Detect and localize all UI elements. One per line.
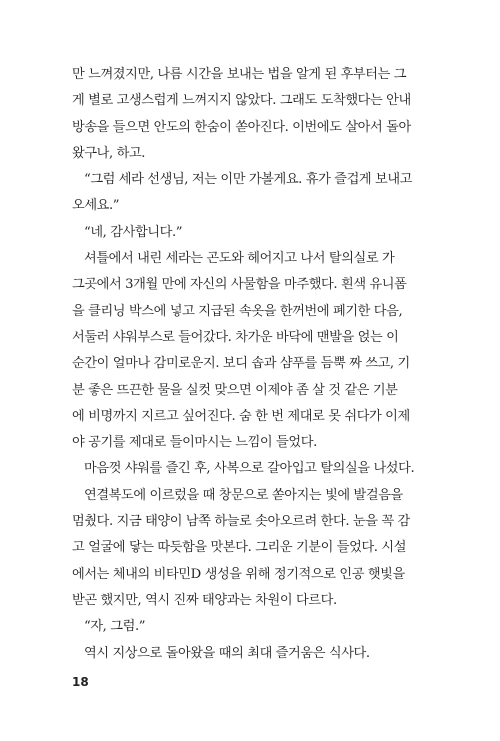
text-line: 역시 지상으로 돌아왔을 때의 최대 즐거움은 식사다. [84,645,370,661]
text-line: 왔구나, 하고. [72,145,146,161]
text-line: “자, 그럼.” [84,619,146,635]
text-line: 에 비명까지 지르고 싶어진다. 숨 한 번 제대로 못 쉬다가 이제 [72,408,410,424]
text-line: “그럼 세라 선생님, 저는 이만 가볼게요. 휴가 즐겁게 보내고 [84,172,413,188]
text-line: 서둘러 샤워부스로 들어갔다. 차가운 바닥에 맨발을 얹는 이 [72,329,399,345]
text-line: 을 클리닝 박스에 넣고 지급된 속옷을 한꺼번에 폐기한 다음, [72,303,403,319]
text-line: 에서는 체내의 비타민D 생성을 위해 정기적으로 인공 햇빛을 [72,566,405,582]
text-line: 그곳에서 3개월 만에 자신의 사물함을 마주했다. 흰색 유니폼 [72,277,407,293]
text-line: “네, 감사합니다.” [84,224,183,240]
text-line: 멈췄다. 지금 태양이 남쪽 하늘로 솟아오르려 한다. 눈을 꼭 감 [72,514,410,530]
text-line: 연결복도에 이르렀을 때 창문으로 쏟아지는 빛에 발걸음을 [84,487,403,503]
text-line: 게 별로 고생스럽게 느껴지지 않았다. 그래도 도착했다는 안내 [72,93,411,109]
text-line: 마음껏 샤워를 즐긴 후, 사복으로 갈아입고 탈의실을 나섰다. [84,461,415,477]
text-line: 순간이 얼마나 감미로운지. 보디 솝과 샴푸를 듬뿍 짜 쓰고, 기 [72,356,410,372]
text-line: 오세요.” [72,198,120,214]
page-number: 18 [72,675,89,689]
text-line: 만 느껴졌지만, 나름 시간을 보내는 법을 알게 된 후부터는 그 [72,67,407,82]
text-line: 받곤 했지만, 역시 진짜 태양과는 차원이 다르다. [72,592,337,608]
text-line: 고 얼굴에 닿는 따듯함을 맛본다. 그리운 기분이 들었다. 시설 [72,540,407,556]
text-line: 방송을 들으면 안도의 한숨이 쏟아진다. 이번에도 살아서 돌아 [72,119,411,135]
body-text [72,62,417,667]
text-line: 셔틀에서 내린 세라는 곤도와 헤어지고 나서 탈의실로 가 [84,251,395,267]
text-line: 분 좋은 뜨끈한 물을 실컷 맞으면 이제야 좀 살 것 같은 기분 [72,382,398,398]
text-line: 야 공기를 제대로 들이마시는 느낌이 들었다. [72,435,317,451]
